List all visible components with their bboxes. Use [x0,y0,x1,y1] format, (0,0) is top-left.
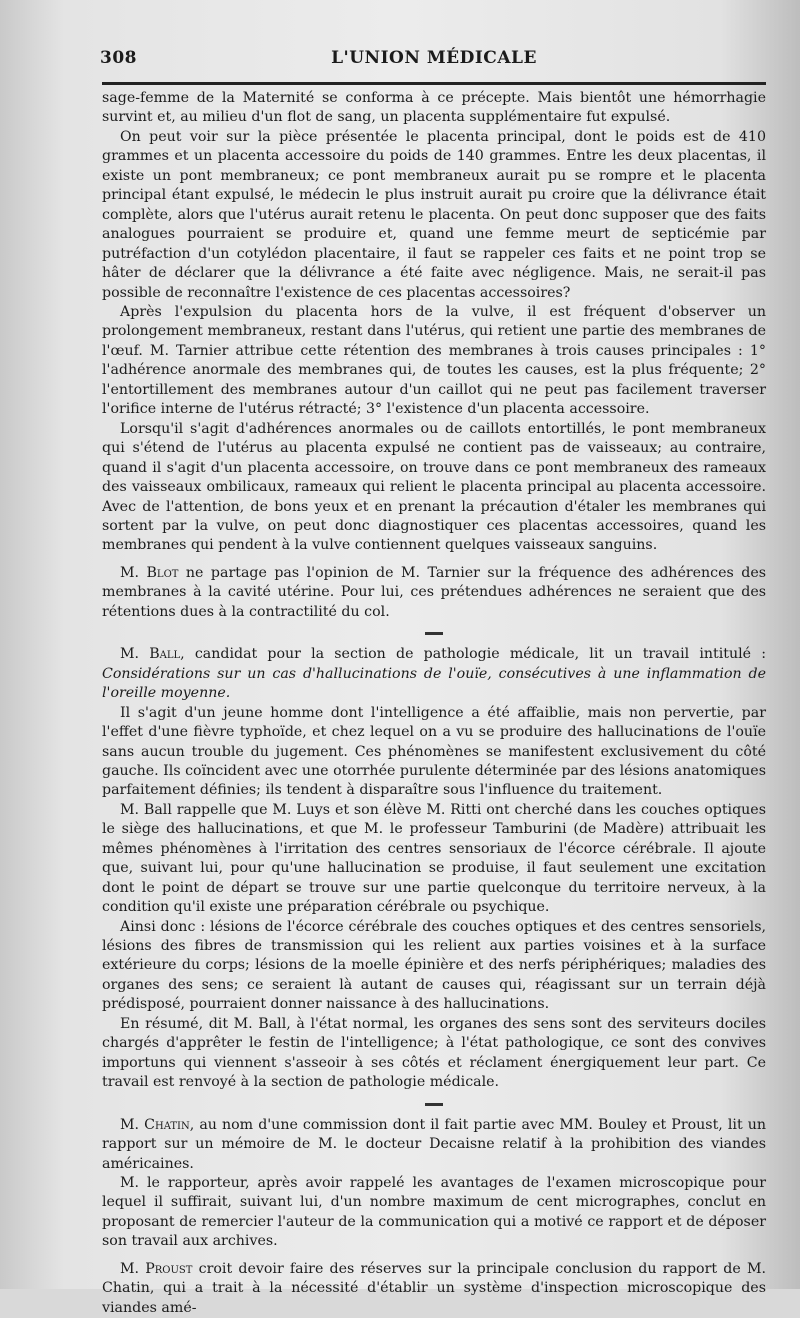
section-separator [425,1103,443,1106]
paragraph-9: Ainsi donc : lésions de l'écorce cérébrale des couches optiques et des centres sensoriels, lésions des fibres de transmission qui les relient aux parties voisines et à la surface extérieure du corps; lésions de la moelle épinière et des nerfs périphériques; maladies des organes des sens; ce seraient là autant de causes qui, réagissant sur un terrain déjà prédisposé, pourraient donner naissance à des hallucinations. [102,918,766,1013]
paragraph-7: Il s'agit d'un jeune homme dont l'intelligence a été affaiblie, mais non pervertie, par l'effet d'une fièvre typhoïde, et chez lequel on a vu se produire des hallucinations de l'ouïe sans aucun trouble du jugement. Ces phénomènes se manifestent exclusivement du côté gauche. Ils coïncident avec une otorrhée purulente déterminée par des lésions anatomiques parfaitement définies; ils tendent à disparaître sous l'influence du traitement. [102,704,766,799]
speaker-name: M. Chatin, [120,1116,195,1133]
paragraph-10: En résumé, dit M. Ball, à l'état normal, les organes des sens sont des serviteurs dociles chargés d'apprêter le festin de l'intelligence; à l'état pathologique, ce sont des convives importuns qui viennent s'asseoir à ses côtés et réclament énergiquement leur part. Ce travail est renvoyé à la section de pathologie médicale. [102,1015,766,1091]
page-number: 308 [100,48,137,68]
paragraph-chatin [102,1116,766,1174]
section-separator [425,632,443,635]
paragraph-text: au nom d'une commission dont il fait partie avec MM. Bouley et Proust, lit un rapport sur un mémoire de M. le docteur Decaisne relatif à la prohibition des viandes américaines. [102,1116,766,1172]
paragraph-text: candidat pour la section de pathologie médicale, lit un travail intitulé : [184,646,766,663]
paragraph-ball-intro [102,645,766,703]
header-rule [102,82,766,85]
work-title: Considérations sur un cas d'hallucinations de l'ouïe, consécutives à une inflammation de l'oreille moyenne. [102,665,766,702]
running-head [102,48,766,76]
paragraph-text: ne partage pas l'opinion de M. Tarnier sur la fréquence des adhérences des membranes à la cavité utérine. Pour lui, ces prétendues adhérences ne seraient que des rétentions dues à la contractilité du col. [102,564,767,620]
paragraph-3: Après l'expulsion du placenta hors de la vulve, il est fréquent d'observer un prolongement membraneux, restant dans l'utérus, qui retient une partie des membranes de l'œuf. M. Tarnier attribue cette rétention des membranes à trois causes principales : 1° l'adhérence anormale des membranes qui, de toutes les causes, est la plus fréquente; 2° l'entortillement des membranes autour d'un caillot qui ne peut pas facilement traverser l'orifice interne de l'utérus rétracté; 3° l'existence d'un placenta accessoire. [102,303,766,418]
paragraph-12: M. le rapporteur, après avoir rappelé les avantages de l'examen microscopique pour lequel il suffirait, suivant lui, d'un nombre maximum de cent micrographes, conclut en proposant de remercier l'auteur de la communication qui a motivé ce rapport et de déposer son travail aux archives. [102,1175,766,1250]
journal-title: L'UNION MÉDICALE [331,48,537,68]
page-content [102,48,766,1318]
speaker-name: M. Ball, [120,646,185,663]
speaker-name: M. Proust [120,1260,193,1277]
paragraph-8: M. Ball rappelle que M. Luys et son élève M. Ritti ont cherché dans les couches optiques le siège des hallucinations, et que M. le professeur Tamburini (de Madère) attribuait les mêmes phénomènes à l'irritation des centres sensoriaux de l'écorce cérébrale. Il ajoute que, suivant lui, pour qu'une hallucination se produise, il faut seulement une excitation dont le point de départ se trouve sur une partie quelconque du territoire nerveux, à la condition qu'il existe une préparation cérébrale ou psychique. [102,801,766,916]
paragraph-4: Lorsqu'il s'agit d'adhérences anormales ou de caillots entortillés, le pont membraneux qui s'étend de l'utérus au placenta expulsé ne contient pas de vaisseaux; au contraire, quand il s'agit d'un placenta accessoire, on trouve dans ce pont membraneux des rameaux des vaisseaux ombilicaux, rameaux qui relient le placenta principal au placenta accessoire. Avec de l'attention, de bons yeux et en prenant la précaution d'étaler les membranes qui sortent par la vulve, on peut donc diagnostiquer ces placentas accessoires, quand les membranes qui pendent à la vulve contiennent quelques vaisseaux sanguins. [102,420,766,554]
paragraph-blot [102,564,766,622]
paragraph-2: On peut voir sur la pièce présentée le placenta principal, dont le poids est de 410 grammes et un placenta accessoire du poids de 140 grammes. Entre les deux placentas, il existe un pont membraneux; ce pont membraneux aurait pu se rompre et le placenta principal étant expulsé, le médecin le plus instruit aurait pu croire que la délivrance était complète, alors que l'utérus aurait retenu le placenta. On peut donc supposer que des faits analogues pourraient se produire et, quand une femme meurt de septicémie par putréfaction d'un cotylédon placentaire, il faut se rappeler ces faits et ne point trop se hâter de déclarer que la délivrance a été faite avec négligence. Mais, ne serait-il pas possible de reconnaître l'existence de ces placentas accessoires? [102,128,766,301]
speaker-name: M. Blot [120,564,179,581]
paragraph-1: sage-femme de la Maternité se conforma à ce précepte. Mais bientôt une hémorrhagie survint et, au milieu d'un flot de sang, un placenta supplémentaire fut expulsé. [102,90,766,126]
paragraph-text: croit devoir faire des réserves sur la principale conclusion du rapport de M. Chatin, qui a trait à la nécessité d'établir un système d'inspection microscopique des viandes amé- [102,1260,766,1316]
article-body [102,89,766,1318]
